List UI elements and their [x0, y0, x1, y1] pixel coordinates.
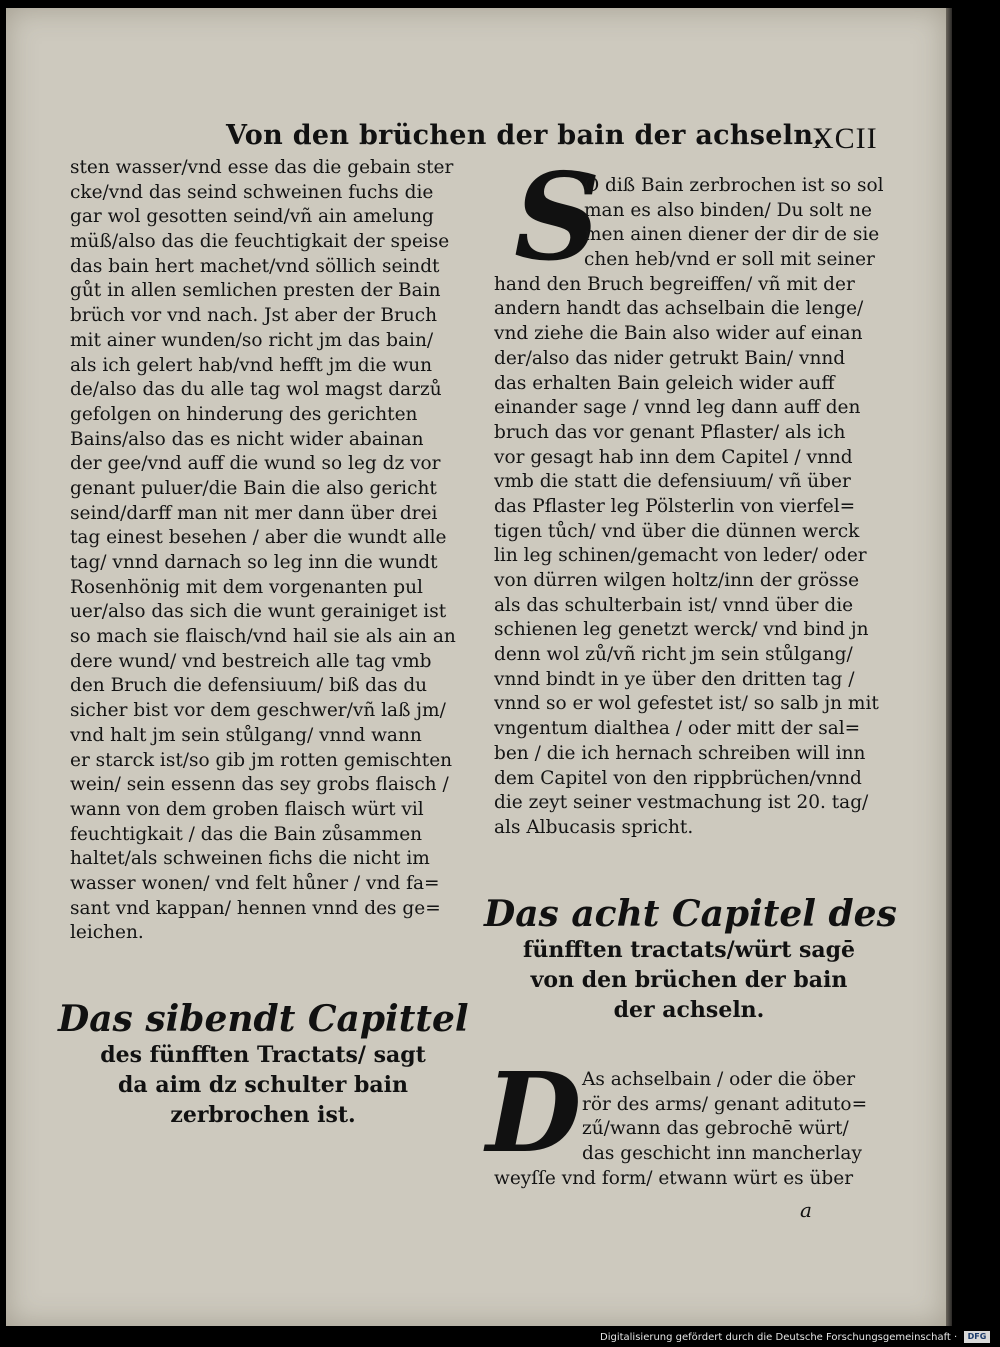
text-line: das Pflaster leg Pölsterlin von vierfel=	[494, 495, 856, 517]
signature-mark: a	[800, 1198, 812, 1222]
text-line: das bain hert machet/vnd söllich seindt	[70, 255, 440, 277]
text-line: vnd ziehe die Bain also wider auf einan	[494, 323, 863, 345]
text-line: einander sage / vnnd leg dann auff den	[494, 397, 861, 419]
text-line: gefolgen on hinderung des gerichten	[70, 403, 418, 425]
right-column-bottom	[494, 1068, 894, 1191]
text-line: wann von dem groben flaisch würt vil	[70, 798, 424, 820]
right-column-top	[494, 174, 894, 841]
text-line: den Bruch die defensiuum/ biß das du	[70, 675, 428, 697]
text-line: weyſſe vnd form/ etwann würt es über	[494, 1167, 854, 1189]
text-line: das geschicht inn mancherlay	[582, 1143, 862, 1165]
text-line: als das schulterbain ist/ vnnd über die	[494, 594, 854, 616]
text-line: uer/also das sich die wunt gerainiget ist	[70, 601, 447, 623]
text-line: sant vnd kappan/ hennen vnnd des ge=	[70, 897, 441, 919]
text-line: chen heb/vnd er soll mit seiner	[584, 249, 875, 271]
dfg-logo-icon: DFG	[964, 1331, 990, 1343]
text-line: vor gesagt hab inn dem Capitel / vnnd	[494, 446, 853, 468]
drop-cap-d: D	[486, 1048, 582, 1177]
text-line: das erhalten Bain geleich wider auff	[494, 372, 835, 394]
left-column	[70, 156, 470, 946]
book-page	[6, 8, 946, 1326]
text-line: leichen.	[70, 922, 144, 944]
chapter-heading-sub-line: fünfften tractats/würt sagē	[522, 937, 856, 963]
text-line: wasser wonen/ vnd felt hůner / vnd fa=	[70, 872, 440, 894]
text-line: man es also binden/ Du solt ne	[584, 199, 872, 221]
text-line: als Albucasis spricht.	[494, 816, 694, 838]
text-line: haltet/als schweinen fichs die nicht im	[70, 848, 430, 870]
text-line: denn wol zů/vñ richt jm sein stůlgang/	[494, 644, 853, 666]
page-edge	[946, 8, 952, 1326]
text-line: bruch das vor genant Pflaster/ als ich	[494, 421, 846, 443]
text-line: gar wol gesotten seind/vñ ain amelung	[70, 206, 434, 228]
text-line: ben / die ich hernach schreiben will inn	[494, 742, 866, 764]
drop-cap-s: S	[514, 147, 601, 288]
text-line: tag/ vnnd darnach so leg inn die wundt	[70, 552, 438, 573]
text-line: die zeyt seiner vestmachung ist 20. tag/	[494, 792, 869, 814]
chapter-heading-seven	[58, 998, 468, 1130]
text-line: als ich gelert hab/vnd hefft jm die wun	[70, 354, 433, 376]
chapter-heading-sub-line: da aim dz schulter bain	[118, 1072, 408, 1098]
text-line: schienen leg genetzt werck/ vnd bind jn	[494, 619, 869, 641]
text-line: andern handt das achselbain die lenge/	[494, 298, 864, 320]
running-head: Von den brüchen der bain der achseln.	[226, 120, 823, 151]
chapter-heading-sub-line: des fünfften Tractats/ sagt	[100, 1042, 426, 1068]
text-line: vnd halt jm sein stůlgang/ vnnd wann	[70, 724, 422, 746]
chapter-heading-sub-line: der achseln.	[613, 997, 765, 1023]
text-line: Bains/also das es nicht wider abainan	[70, 428, 424, 450]
footer-credit: Digitalisierung gefördert durch die Deutsche Forschungsgemeinschaft ·	[600, 1332, 958, 1343]
text-line: sicher bist vor dem geschwer/vñ laß jm/	[70, 700, 446, 722]
text-line: wein/ sein essenn das sey grobs flaisch /	[70, 774, 449, 796]
text-line: dere wund/ vnd bestreich alle tag vmb	[70, 650, 432, 672]
text-line: rör des arms/ genant adituto=	[582, 1093, 868, 1115]
chapter-heading-sub-line: zerbrochen ist.	[170, 1102, 356, 1128]
text-line: zű/wann das gebrochē würt/	[582, 1118, 849, 1140]
chapter-heading-eight	[484, 893, 897, 1025]
text-line: mit ainer wunden/so richt jm das bain/	[70, 329, 434, 351]
text-line: hand den Bruch begreiffen/ vñ mit der	[494, 273, 855, 295]
text-line: brüch vor vnd nach. Jst aber der Bruch	[70, 305, 438, 327]
chapter-heading-title: Das acht Capitel des	[484, 893, 897, 935]
text-line: sten wasser/vnd esse das die gebain ster	[70, 157, 454, 178]
text-line: O diß Bain zerbrochen ist so sol	[584, 175, 884, 196]
text-line: von dürren wilgen holtz/inn der grösse	[494, 570, 860, 591]
text-line: vnnd bindt in ye über den dritten tag /	[494, 668, 855, 690]
text-line: feuchtigkait / das die Bain zůsammen	[70, 823, 423, 845]
text-line: so mach sie flaisch/vnd hail sie als ain an	[70, 626, 456, 648]
text-line: cke/vnd das seind schweinen fuchs die	[70, 181, 434, 203]
text-line: vnnd so er wol gefestet ist/ so salb jn mit	[494, 693, 879, 715]
text-line: vngentum dialthea / oder mitt der sal=	[494, 718, 861, 740]
text-line: der/also das nider getrukt Bain/ vnnd	[494, 347, 846, 369]
text-line: dem Capitel von den rippbrüchen/vnnd	[494, 767, 862, 789]
text-line: vmb die statt die defensiuum/ vñ über	[494, 471, 851, 493]
text-line: tigen tůch/ vnd über die dünnen werck	[494, 520, 860, 542]
text-line: Rosenhönig mit dem vorgenanten pul	[70, 576, 423, 598]
text-line: müß/also das die feuchtigkait der speise	[70, 231, 450, 253]
text-line: gůt in allen semlichen presten der Bain	[70, 280, 441, 302]
text-line: der gee/vnd auff die wund so leg dz vor	[70, 453, 441, 475]
text-line: men ainen diener der dir de sie	[584, 224, 880, 246]
chapter-heading-title: Das sibendt Capittel	[58, 998, 469, 1040]
text-line: er starck ist/so gib jm rotten gemischten	[70, 749, 453, 771]
folio-number: XCII	[812, 122, 878, 155]
text-line: genant puluer/die Bain die also gericht	[70, 477, 437, 499]
text-line: tag einest besehen / aber die wundt alle	[70, 527, 447, 549]
text-line: de/also das du alle tag wol magst darzů	[70, 379, 442, 401]
text-line: As achselbain / oder die öber	[582, 1069, 856, 1090]
text-line: lin leg schinen/gemacht von leder/ oder	[494, 545, 867, 567]
text-line: seind/darff man nit mer dann über drei	[70, 502, 438, 524]
chapter-heading-sub-line: von den brüchen der bain	[530, 967, 848, 993]
